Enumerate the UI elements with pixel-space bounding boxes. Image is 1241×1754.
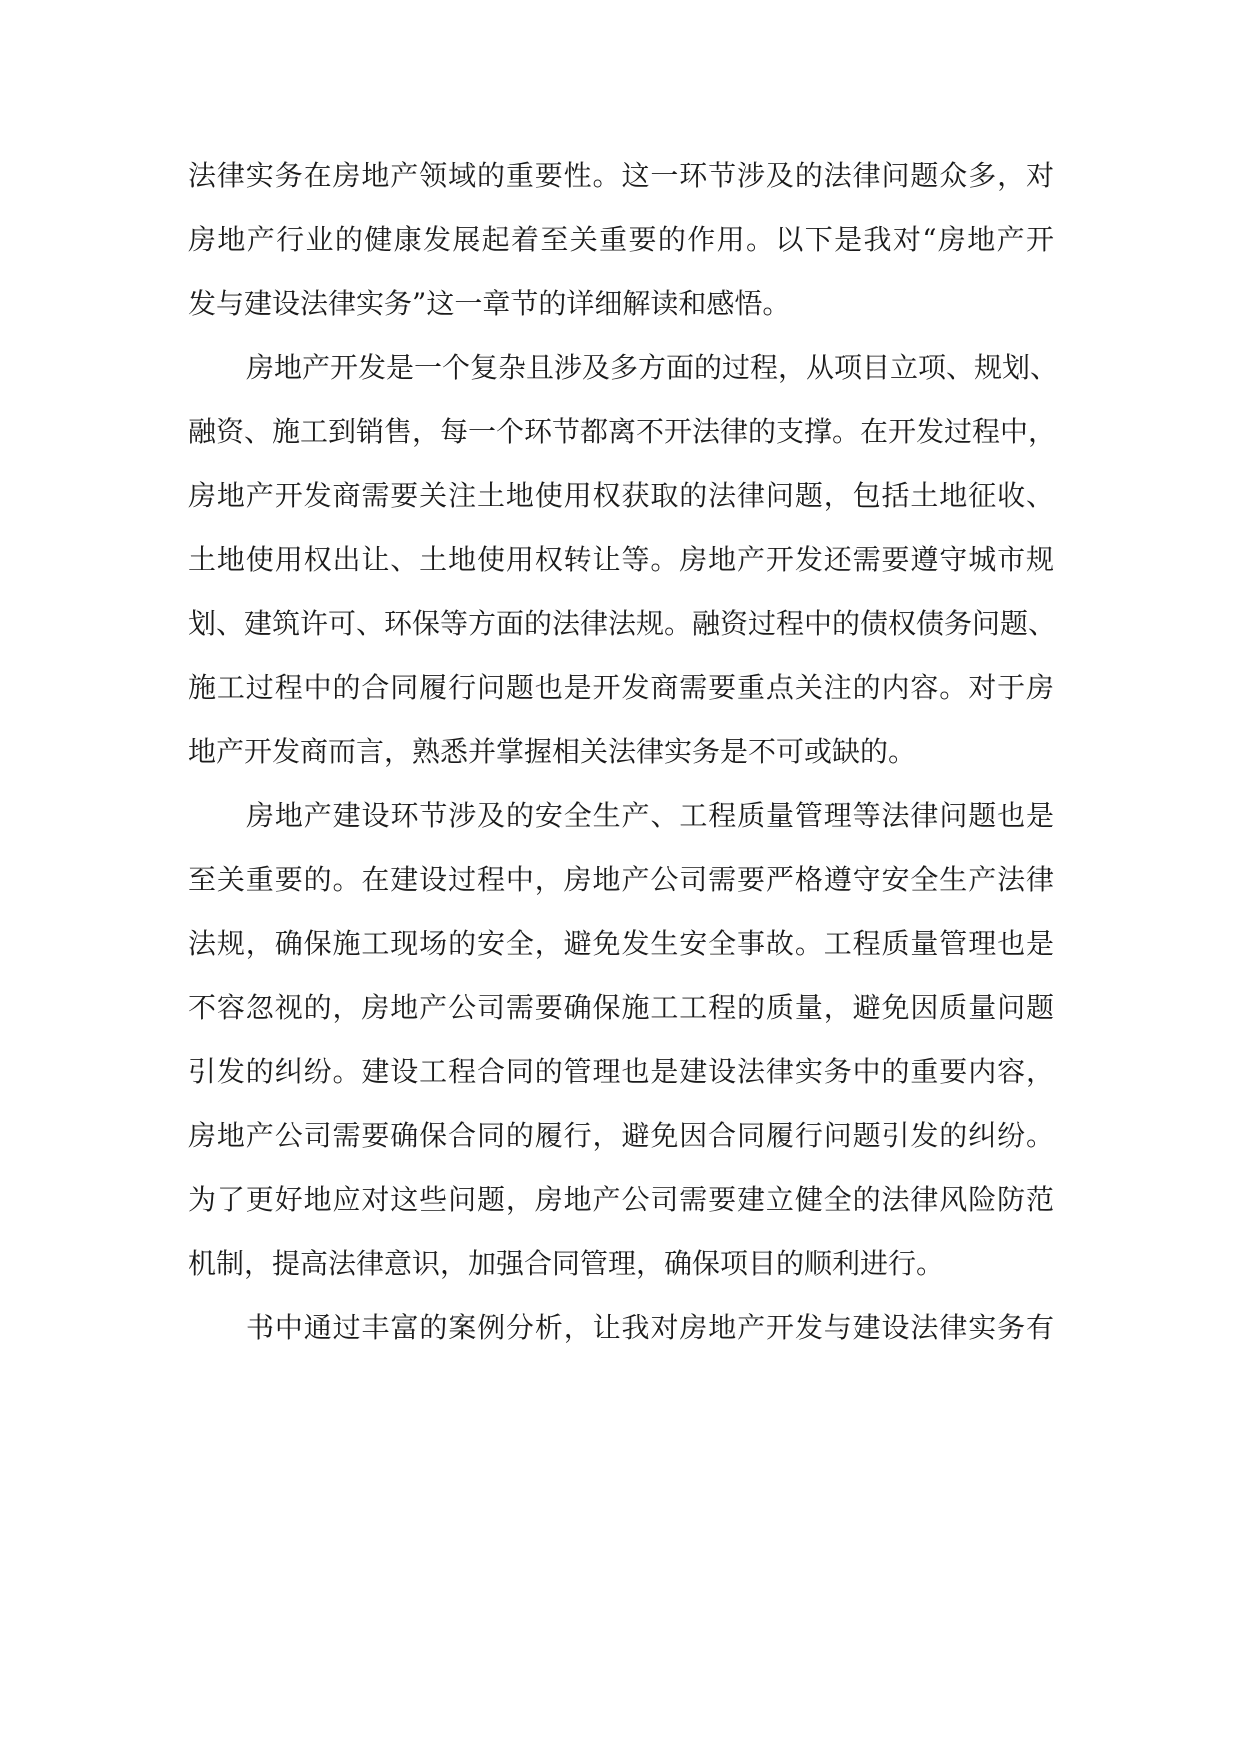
text-line: 房地产建设环节涉及的安全生产、工程质量管理等法律问题也是: [246, 799, 1054, 832]
text-line: 不容忽视的，房地产公司需要确保施工工程的质量，避免因质量问题: [188, 991, 1054, 1024]
document-body: [188, 144, 1059, 1360]
text-line: 书中通过丰富的案例分析，让我对房地产开发与建设法律实务有: [246, 1311, 1054, 1344]
text-line: 融资、施工到销售，每一个环节都离不开法律的支撑。在开发过程中，: [188, 415, 1057, 448]
text-line: 法律实务在房地产领域的重要性。这一环节涉及的法律问题众多，对: [188, 159, 1054, 192]
text-line: 发与建设法律实务”这一章节的详细解读和感悟。: [188, 287, 791, 320]
text-line: 地产开发商而言，熟悉并掌握相关法律实务是不可或缺的。: [188, 735, 917, 768]
paragraph: [188, 1296, 1054, 1360]
text-line: 房地产开发是一个复杂且涉及多方面的过程，从项目立项、规划、: [246, 351, 1059, 384]
text-line: 施工过程中的合同履行问题也是开发商需要重点关注的内容。对于房: [188, 671, 1054, 704]
text-line: 土地使用权出让、土地使用权转让等。房地产开发还需要遵守城市规: [188, 543, 1054, 576]
text-line: 房地产公司需要确保合同的履行，避免因合同履行问题引发的纠纷。: [188, 1119, 1054, 1152]
text-line: 法规，确保施工现场的安全，避免发生安全事故。工程质量管理也是: [188, 927, 1054, 960]
paragraph: [188, 336, 1059, 784]
text-line: 引发的纠纷。建设工程合同的管理也是建设法律实务中的重要内容，: [188, 1055, 1054, 1088]
paragraph: [188, 144, 1054, 336]
text-line: 房地产开发商需要关注土地使用权获取的法律问题，包括土地征收、: [188, 479, 1054, 512]
paragraph: [188, 784, 1054, 1296]
text-line: 房地产行业的健康发展起着至关重要的作用。以下是我对“房地产开: [188, 223, 1054, 256]
text-line: 机制，提高法律意识，加强合同管理，确保项目的顺利进行。: [188, 1247, 945, 1280]
text-line: 至关重要的。在建设过程中，房地产公司需要严格遵守安全生产法律: [188, 863, 1054, 896]
text-line: 划、建筑许可、环保等方面的法律法规。融资过程中的债权债务问题、: [188, 607, 1057, 640]
text-line: 为了更好地应对这些问题，房地产公司需要建立健全的法律风险防范: [188, 1183, 1054, 1216]
